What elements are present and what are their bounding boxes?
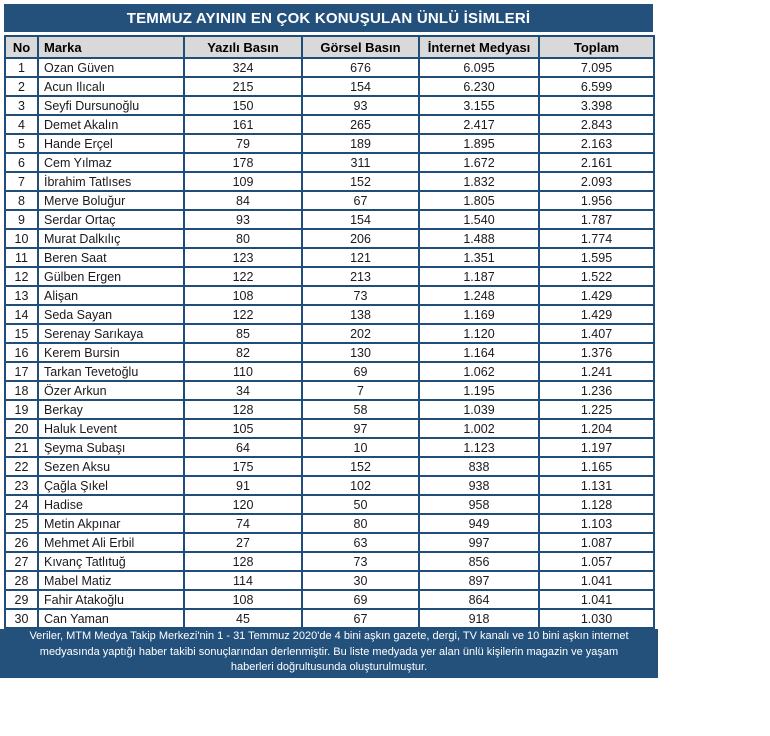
cell-no: 15 bbox=[5, 324, 38, 343]
cell-gorsel-basin: 69 bbox=[302, 590, 419, 609]
cell-toplam: 1.787 bbox=[539, 210, 654, 229]
cell-no: 22 bbox=[5, 457, 38, 476]
cell-toplam: 2.093 bbox=[539, 172, 654, 191]
cell-gorsel-basin: 154 bbox=[302, 210, 419, 229]
cell-internet-medyasi: 1.039 bbox=[419, 400, 539, 419]
cell-toplam: 1.087 bbox=[539, 533, 654, 552]
cell-marka: Tarkan Tevetoğlu bbox=[38, 362, 184, 381]
cell-marka: Demet Akalın bbox=[38, 115, 184, 134]
cell-marka: Şeyma Subaşı bbox=[38, 438, 184, 457]
cell-internet-medyasi: 1.540 bbox=[419, 210, 539, 229]
cell-yazili-basin: 161 bbox=[184, 115, 302, 134]
cell-marka: Seyfi Dursunoğlu bbox=[38, 96, 184, 115]
cell-yazili-basin: 109 bbox=[184, 172, 302, 191]
cell-no: 2 bbox=[5, 77, 38, 96]
cell-toplam: 1.131 bbox=[539, 476, 654, 495]
cell-marka: Serenay Sarıkaya bbox=[38, 324, 184, 343]
cell-yazili-basin: 64 bbox=[184, 438, 302, 457]
table-row bbox=[5, 77, 654, 96]
cell-toplam: 1.165 bbox=[539, 457, 654, 476]
cell-gorsel-basin: 7 bbox=[302, 381, 419, 400]
cell-gorsel-basin: 50 bbox=[302, 495, 419, 514]
cell-internet-medyasi: 1.672 bbox=[419, 153, 539, 172]
table-row bbox=[5, 438, 654, 457]
cell-no: 28 bbox=[5, 571, 38, 590]
table-header bbox=[5, 36, 654, 58]
cell-marka: Mabel Matiz bbox=[38, 571, 184, 590]
cell-marka: Acun Ilıcalı bbox=[38, 77, 184, 96]
cell-marka: Ozan Güven bbox=[38, 58, 184, 77]
table-row bbox=[5, 248, 654, 267]
cell-gorsel-basin: 67 bbox=[302, 609, 419, 628]
cell-toplam: 1.128 bbox=[539, 495, 654, 514]
cell-marka: Mehmet Ali Erbil bbox=[38, 533, 184, 552]
table-row bbox=[5, 400, 654, 419]
cell-internet-medyasi: 2.417 bbox=[419, 115, 539, 134]
cell-no: 30 bbox=[5, 609, 38, 628]
cell-marka: Metin Akpınar bbox=[38, 514, 184, 533]
table-row bbox=[5, 210, 654, 229]
source-note: Veriler, MTM Medya Takip Merkezi'nin 1 - 31 Temmuz 2020'de 4 bini aşkın gazete, dergi, TV kanalı ve 10 bini aşkın internet medyasında yaptığı haber takibi sonuçlarından derlenmiştir. Bu liste medyada yer alan ünlü kişilerin magazin ve yaşam haberleri doğrultusunda oluşturulmuştur. bbox=[0, 629, 658, 678]
cell-marka: Haluk Levent bbox=[38, 419, 184, 438]
table-row bbox=[5, 552, 654, 571]
cell-internet-medyasi: 1.832 bbox=[419, 172, 539, 191]
cell-marka: Çağla Şıkel bbox=[38, 476, 184, 495]
cell-internet-medyasi: 3.155 bbox=[419, 96, 539, 115]
cell-toplam: 1.407 bbox=[539, 324, 654, 343]
cell-internet-medyasi: 938 bbox=[419, 476, 539, 495]
cell-toplam: 1.197 bbox=[539, 438, 654, 457]
table-row bbox=[5, 362, 654, 381]
cell-marka: Gülben Ergen bbox=[38, 267, 184, 286]
cell-marka: Özer Arkun bbox=[38, 381, 184, 400]
cell-gorsel-basin: 138 bbox=[302, 305, 419, 324]
cell-no: 18 bbox=[5, 381, 38, 400]
cell-yazili-basin: 27 bbox=[184, 533, 302, 552]
cell-no: 9 bbox=[5, 210, 38, 229]
table-row bbox=[5, 590, 654, 609]
cell-no: 17 bbox=[5, 362, 38, 381]
cell-yazili-basin: 122 bbox=[184, 305, 302, 324]
column-header-yazili-basin: Yazılı Basın bbox=[184, 36, 302, 58]
cell-gorsel-basin: 97 bbox=[302, 419, 419, 438]
column-header-marka: Marka bbox=[38, 36, 184, 58]
page-title: TEMMUZ AYININ EN ÇOK KONUŞULAN ÜNLÜ İSİMLERİ bbox=[4, 4, 653, 32]
cell-no: 20 bbox=[5, 419, 38, 438]
table-row bbox=[5, 514, 654, 533]
cell-yazili-basin: 324 bbox=[184, 58, 302, 77]
cell-no: 19 bbox=[5, 400, 38, 419]
cell-yazili-basin: 123 bbox=[184, 248, 302, 267]
cell-gorsel-basin: 63 bbox=[302, 533, 419, 552]
cell-gorsel-basin: 93 bbox=[302, 96, 419, 115]
cell-toplam: 1.241 bbox=[539, 362, 654, 381]
cell-marka: Hande Erçel bbox=[38, 134, 184, 153]
table-body bbox=[5, 58, 654, 628]
cell-marka: Sezen Aksu bbox=[38, 457, 184, 476]
table-row bbox=[5, 324, 654, 343]
cell-gorsel-basin: 80 bbox=[302, 514, 419, 533]
table-row bbox=[5, 229, 654, 248]
cell-yazili-basin: 108 bbox=[184, 590, 302, 609]
cell-yazili-basin: 128 bbox=[184, 552, 302, 571]
cell-marka: Fahir Atakoğlu bbox=[38, 590, 184, 609]
cell-yazili-basin: 85 bbox=[184, 324, 302, 343]
cell-gorsel-basin: 311 bbox=[302, 153, 419, 172]
cell-marka: İbrahim Tatlıses bbox=[38, 172, 184, 191]
cell-gorsel-basin: 58 bbox=[302, 400, 419, 419]
cell-gorsel-basin: 152 bbox=[302, 172, 419, 191]
cell-gorsel-basin: 130 bbox=[302, 343, 419, 362]
cell-marka: Cem Yılmaz bbox=[38, 153, 184, 172]
cell-toplam: 1.057 bbox=[539, 552, 654, 571]
cell-marka: Merve Boluğur bbox=[38, 191, 184, 210]
table-row bbox=[5, 609, 654, 628]
table-row bbox=[5, 571, 654, 590]
column-header-toplam: Toplam bbox=[539, 36, 654, 58]
cell-toplam: 1.429 bbox=[539, 286, 654, 305]
cell-yazili-basin: 34 bbox=[184, 381, 302, 400]
cell-toplam: 2.163 bbox=[539, 134, 654, 153]
cell-internet-medyasi: 1.248 bbox=[419, 286, 539, 305]
cell-toplam: 7.095 bbox=[539, 58, 654, 77]
cell-internet-medyasi: 1.187 bbox=[419, 267, 539, 286]
celebrity-table bbox=[4, 35, 655, 629]
cell-gorsel-basin: 206 bbox=[302, 229, 419, 248]
cell-no: 27 bbox=[5, 552, 38, 571]
cell-toplam: 1.522 bbox=[539, 267, 654, 286]
cell-gorsel-basin: 676 bbox=[302, 58, 419, 77]
cell-internet-medyasi: 1.120 bbox=[419, 324, 539, 343]
table-row bbox=[5, 381, 654, 400]
cell-no: 7 bbox=[5, 172, 38, 191]
cell-yazili-basin: 215 bbox=[184, 77, 302, 96]
cell-gorsel-basin: 265 bbox=[302, 115, 419, 134]
cell-internet-medyasi: 1.169 bbox=[419, 305, 539, 324]
table-row bbox=[5, 115, 654, 134]
cell-yazili-basin: 114 bbox=[184, 571, 302, 590]
cell-yazili-basin: 80 bbox=[184, 229, 302, 248]
cell-toplam: 1.204 bbox=[539, 419, 654, 438]
table-row bbox=[5, 419, 654, 438]
cell-internet-medyasi: 838 bbox=[419, 457, 539, 476]
table-row bbox=[5, 476, 654, 495]
cell-no: 14 bbox=[5, 305, 38, 324]
cell-yazili-basin: 79 bbox=[184, 134, 302, 153]
cell-yazili-basin: 150 bbox=[184, 96, 302, 115]
cell-no: 11 bbox=[5, 248, 38, 267]
cell-toplam: 1.774 bbox=[539, 229, 654, 248]
cell-yazili-basin: 122 bbox=[184, 267, 302, 286]
cell-yazili-basin: 105 bbox=[184, 419, 302, 438]
cell-marka: Can Yaman bbox=[38, 609, 184, 628]
cell-toplam: 1.595 bbox=[539, 248, 654, 267]
cell-internet-medyasi: 1.164 bbox=[419, 343, 539, 362]
cell-gorsel-basin: 202 bbox=[302, 324, 419, 343]
cell-no: 13 bbox=[5, 286, 38, 305]
cell-yazili-basin: 120 bbox=[184, 495, 302, 514]
cell-no: 6 bbox=[5, 153, 38, 172]
column-header-gorsel-basin: Görsel Basın bbox=[302, 36, 419, 58]
table-row bbox=[5, 457, 654, 476]
cell-internet-medyasi: 1.062 bbox=[419, 362, 539, 381]
cell-toplam: 2.161 bbox=[539, 153, 654, 172]
header-row bbox=[5, 36, 654, 58]
table-row bbox=[5, 134, 654, 153]
cell-gorsel-basin: 213 bbox=[302, 267, 419, 286]
cell-internet-medyasi: 918 bbox=[419, 609, 539, 628]
cell-gorsel-basin: 154 bbox=[302, 77, 419, 96]
cell-internet-medyasi: 1.123 bbox=[419, 438, 539, 457]
cell-gorsel-basin: 30 bbox=[302, 571, 419, 590]
cell-gorsel-basin: 73 bbox=[302, 552, 419, 571]
cell-internet-medyasi: 949 bbox=[419, 514, 539, 533]
cell-toplam: 1.041 bbox=[539, 571, 654, 590]
cell-internet-medyasi: 856 bbox=[419, 552, 539, 571]
cell-toplam: 1.236 bbox=[539, 381, 654, 400]
cell-internet-medyasi: 864 bbox=[419, 590, 539, 609]
cell-yazili-basin: 128 bbox=[184, 400, 302, 419]
table-row bbox=[5, 305, 654, 324]
cell-no: 1 bbox=[5, 58, 38, 77]
cell-no: 8 bbox=[5, 191, 38, 210]
cell-marka: Berkay bbox=[38, 400, 184, 419]
cell-no: 5 bbox=[5, 134, 38, 153]
cell-no: 26 bbox=[5, 533, 38, 552]
cell-internet-medyasi: 6.095 bbox=[419, 58, 539, 77]
cell-toplam: 2.843 bbox=[539, 115, 654, 134]
cell-marka: Kerem Bursin bbox=[38, 343, 184, 362]
cell-toplam: 1.376 bbox=[539, 343, 654, 362]
cell-toplam: 1.956 bbox=[539, 191, 654, 210]
cell-toplam: 1.225 bbox=[539, 400, 654, 419]
cell-marka: Seda Sayan bbox=[38, 305, 184, 324]
cell-gorsel-basin: 73 bbox=[302, 286, 419, 305]
table-row bbox=[5, 172, 654, 191]
cell-yazili-basin: 91 bbox=[184, 476, 302, 495]
cell-no: 3 bbox=[5, 96, 38, 115]
cell-yazili-basin: 74 bbox=[184, 514, 302, 533]
cell-gorsel-basin: 152 bbox=[302, 457, 419, 476]
table-row bbox=[5, 495, 654, 514]
cell-no: 10 bbox=[5, 229, 38, 248]
cell-marka: Beren Saat bbox=[38, 248, 184, 267]
cell-internet-medyasi: 1.195 bbox=[419, 381, 539, 400]
cell-yazili-basin: 82 bbox=[184, 343, 302, 362]
cell-internet-medyasi: 1.895 bbox=[419, 134, 539, 153]
cell-marka: Murat Dalkılıç bbox=[38, 229, 184, 248]
cell-gorsel-basin: 121 bbox=[302, 248, 419, 267]
table-row bbox=[5, 58, 654, 77]
cell-no: 29 bbox=[5, 590, 38, 609]
cell-internet-medyasi: 997 bbox=[419, 533, 539, 552]
table-row bbox=[5, 267, 654, 286]
cell-internet-medyasi: 897 bbox=[419, 571, 539, 590]
cell-toplam: 6.599 bbox=[539, 77, 654, 96]
cell-gorsel-basin: 189 bbox=[302, 134, 419, 153]
cell-yazili-basin: 110 bbox=[184, 362, 302, 381]
cell-yazili-basin: 45 bbox=[184, 609, 302, 628]
cell-gorsel-basin: 10 bbox=[302, 438, 419, 457]
table-row bbox=[5, 343, 654, 362]
cell-gorsel-basin: 69 bbox=[302, 362, 419, 381]
cell-marka: Serdar Ortaç bbox=[38, 210, 184, 229]
cell-no: 21 bbox=[5, 438, 38, 457]
table-row bbox=[5, 286, 654, 305]
cell-toplam: 1.429 bbox=[539, 305, 654, 324]
table-row bbox=[5, 533, 654, 552]
cell-internet-medyasi: 1.805 bbox=[419, 191, 539, 210]
cell-yazili-basin: 175 bbox=[184, 457, 302, 476]
cell-gorsel-basin: 102 bbox=[302, 476, 419, 495]
cell-no: 24 bbox=[5, 495, 38, 514]
cell-no: 16 bbox=[5, 343, 38, 362]
table-row bbox=[5, 96, 654, 115]
cell-yazili-basin: 178 bbox=[184, 153, 302, 172]
cell-no: 23 bbox=[5, 476, 38, 495]
cell-marka: Hadise bbox=[38, 495, 184, 514]
cell-gorsel-basin: 67 bbox=[302, 191, 419, 210]
cell-internet-medyasi: 6.230 bbox=[419, 77, 539, 96]
cell-internet-medyasi: 1.351 bbox=[419, 248, 539, 267]
cell-toplam: 1.030 bbox=[539, 609, 654, 628]
cell-marka: Alişan bbox=[38, 286, 184, 305]
cell-internet-medyasi: 1.488 bbox=[419, 229, 539, 248]
cell-toplam: 3.398 bbox=[539, 96, 654, 115]
cell-internet-medyasi: 958 bbox=[419, 495, 539, 514]
cell-yazili-basin: 93 bbox=[184, 210, 302, 229]
cell-no: 12 bbox=[5, 267, 38, 286]
cell-yazili-basin: 84 bbox=[184, 191, 302, 210]
column-header-no: No bbox=[5, 36, 38, 58]
cell-no: 4 bbox=[5, 115, 38, 134]
column-header-internet-medyasi: İnternet Medyası bbox=[419, 36, 539, 58]
cell-internet-medyasi: 1.002 bbox=[419, 419, 539, 438]
cell-no: 25 bbox=[5, 514, 38, 533]
table-row bbox=[5, 153, 654, 172]
cell-yazili-basin: 108 bbox=[184, 286, 302, 305]
table-row bbox=[5, 191, 654, 210]
cell-marka: Kıvanç Tatlıtuğ bbox=[38, 552, 184, 571]
cell-toplam: 1.103 bbox=[539, 514, 654, 533]
cell-toplam: 1.041 bbox=[539, 590, 654, 609]
